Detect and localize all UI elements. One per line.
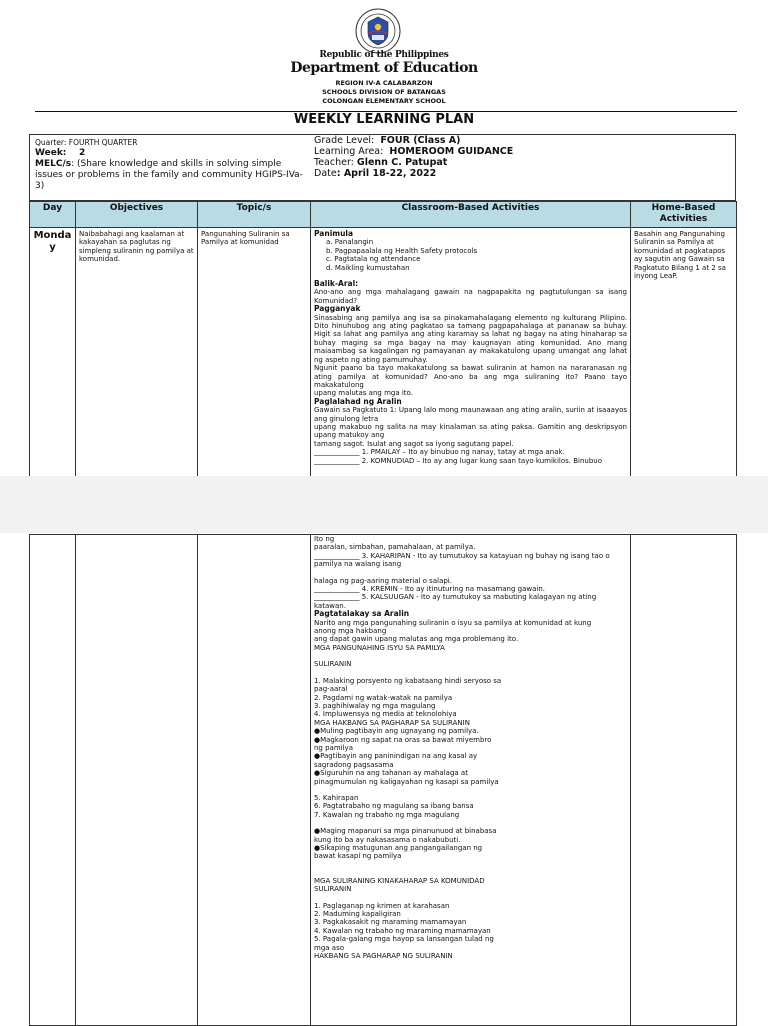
region-heading: REGION IV-A CALABARZON bbox=[335, 79, 433, 87]
teacher-value: Glenn C. Patupat bbox=[356, 157, 448, 168]
activity-line: paaralan, simbahan, pamahalaan, at pamilya. bbox=[314, 543, 476, 552]
exercise-item: _____________ 1. PMAILAY – Ito ay binubuo ng nanay, tatay at mga anak. bbox=[314, 448, 565, 457]
school-heading: COLONGAN ELEMENTARY SCHOOL bbox=[322, 97, 446, 105]
quarter-label: Quarter: bbox=[35, 138, 67, 147]
discussion-line: bawat kasapi ng pamilya bbox=[314, 852, 402, 861]
info-left bbox=[35, 137, 310, 192]
objectives-cell-continued bbox=[76, 535, 198, 1026]
discussion-line: 1. Paglaganap ng krimen at karahasan bbox=[314, 901, 450, 910]
spacer-line bbox=[314, 669, 627, 677]
date-label: Date bbox=[314, 168, 337, 179]
pagganyak-text: upang malutas ang mga ito. bbox=[314, 389, 413, 398]
activity-line: _____________ 3. KAHARIPAN - Ito ay tumutukoy sa katayuan ng buhay ng isang tao o bbox=[314, 551, 610, 560]
page-1 bbox=[0, 0, 768, 476]
panimula-item: a. Panalangin bbox=[326, 238, 374, 247]
discussion-line: 2. Pagdami ng watak-watak na pamilya bbox=[314, 693, 453, 702]
paglalahad-heading: Paglalahad ng Aralin bbox=[314, 396, 402, 406]
discussion-line: anong mga hakbang bbox=[314, 627, 387, 636]
date-value: : April 18-22, 2022 bbox=[336, 168, 437, 179]
balik-aral-heading: Balik-Aral: bbox=[314, 279, 359, 289]
col-classroom: Classroom-Based Activities bbox=[311, 202, 631, 228]
discussion-line: 3. Pagkakasakit ng maraming mamamayan bbox=[314, 918, 467, 927]
spacer-line bbox=[314, 869, 627, 877]
spacer-line bbox=[314, 786, 627, 794]
paglalahad-text: tamang sagot. Isulat ang sagot sa iyong sagutang papel. bbox=[314, 439, 514, 448]
objectives-cell: Naibabahagi ang kaalaman at kakayahan sa paglutas ng simpleng suliranin ng pamilya at komunidad. bbox=[76, 228, 198, 478]
discussion-line: ●Siguruhin na ang tahanan ay mahalaga at bbox=[314, 769, 468, 778]
discussion-line: ●Maging mapanuri sa mga pinanunuod at binabasa bbox=[314, 827, 497, 836]
pagganyak-text: Ngunit paano ba tayo makakatulong sa bawat suliranin at hamon na nararanasan ng ating pamilya at komunidad? Ano-ano ba ang mga suliraning ito? Paano tayo makakatulong bbox=[314, 364, 627, 389]
plan-table-continued bbox=[29, 534, 737, 1026]
week-value: 2 bbox=[78, 148, 86, 158]
discussion-line: Narito ang mga pangunahing suliranin o isyu sa pamilya at komunidad at kung bbox=[314, 618, 592, 627]
discussion-lines bbox=[314, 619, 627, 961]
spacer-line bbox=[314, 861, 627, 869]
balik-aral-text: Ano-ano ang mga mahalagang gawain na nagpapakita ng pagtutulungan sa isang Komunidad? bbox=[314, 288, 627, 305]
discussion-line: 1. Malaking porsyento ng kabataang hindi seryoso sa bbox=[314, 676, 502, 685]
page-gap bbox=[0, 476, 768, 533]
quarter-value: FOURTH QUARTER bbox=[68, 138, 138, 147]
discussion-line: 5. Kahirapan bbox=[314, 793, 359, 802]
grade-value: FOUR (Class A) bbox=[380, 135, 461, 146]
col-home: Home-Based Activities bbox=[631, 202, 737, 228]
discussion-line: HAKBANG SA PAGHARAP NG SULIRANIN bbox=[314, 952, 453, 961]
plan-title: WEEKLY LEARNING PLAN bbox=[293, 112, 475, 127]
topic-cell: Pangunahing Suliranin sa Pamilya at komunidad bbox=[198, 228, 311, 478]
discussion-line: ng pamilya bbox=[314, 743, 353, 752]
discussion-line: ang dapat gawin upang malutas ang mga problemang ito. bbox=[314, 635, 519, 644]
plan-table bbox=[29, 201, 737, 478]
pagganyak-text: Sinasabing ang pamilya ang isa sa pinakamahalagang elemento ng kulturang Pilipino. Dito hinuhubog ang ating pagkatao sa tamang pagpapahalaga at pananaw sa buhay. Higit sa lahat ang pamilya ang ating karamay sa lahat ng bagay na ating hinaharap sa buhay maging sa mga bagay na may kaugnayan ating komunidad. Ano mang maiaambag sa kagalingan ng pamayanan ay makakatulong upang umangat ang lahat ng aspeto ng ating pamumuhay. bbox=[314, 313, 627, 364]
discussion-line: 2. Maduming kapaligiran bbox=[314, 910, 401, 919]
panimula-item: b. Pagpapaalala ng Health Safety protocols bbox=[326, 246, 478, 255]
discussion-line: 5. Pagala-galang mga hayop sa lansangan tulad ng bbox=[314, 935, 494, 944]
activity-line: _____________ 4. KREMIN - Ito ay itinuturing na masamang gawain. bbox=[314, 585, 545, 594]
classroom-activities-cell-continued bbox=[311, 535, 631, 1026]
activity-line: Ito ng bbox=[314, 535, 335, 543]
home-activities-cell-continued bbox=[631, 535, 737, 1026]
pagganyak-heading: Pagganyak bbox=[314, 304, 361, 314]
spacer-line bbox=[314, 652, 627, 660]
classroom-activities-cell bbox=[311, 228, 631, 478]
discussion-line: SULIRANIN bbox=[314, 885, 352, 894]
day-cell: Monday bbox=[30, 228, 76, 478]
week-label: Week: bbox=[35, 148, 67, 158]
panimula-item: d. Maikling kumustahan bbox=[326, 263, 410, 272]
discussion-line: pinagmumulan ng kaligayahan ng kasapi sa pamilya bbox=[314, 777, 499, 786]
activity-line: halaga ng pag-aaring material o salapi. bbox=[314, 576, 452, 585]
panimula-heading: Panimula bbox=[314, 230, 354, 238]
discussion-line: kung ito ba ay nakasasama o nakabubuti. bbox=[314, 835, 461, 844]
plan-info-box bbox=[29, 134, 736, 201]
col-topics: Topic/s bbox=[198, 202, 311, 228]
discussion-line: ●Sikaping matugunan ang pangangailangan ng bbox=[314, 844, 483, 852]
deped-seal-logo bbox=[355, 8, 401, 54]
topic-cell-continued bbox=[198, 535, 311, 1026]
discussion-line: ●Magkaroon ng sapat na oras sa bawat miyembro bbox=[314, 735, 492, 744]
discussion-line: MGA SULIRANING KINAKAHARAP SA KOMUNIDAD bbox=[314, 876, 485, 885]
col-day: Day bbox=[30, 202, 76, 228]
activity-line: _____________ 5. KALSUUGAN - Ito ay tumutukoy sa mabuting kalagayan ng ating bbox=[314, 593, 597, 602]
discussion-line: 6. Pagtatrabaho ng magulang sa ibang bansa bbox=[314, 802, 474, 811]
pagtatalakay-heading: Pagtatalakay sa Aralin bbox=[314, 609, 410, 619]
paglalahad-text: upang makabuo ng salita na may kinalaman sa ating paksa. Gamitin ang deskripsyon upang matukoy ang bbox=[314, 422, 627, 440]
discussion-line: ●Pagtibayin ang paninindigan na ang kasal ay bbox=[314, 752, 478, 761]
melc-label: MELC/s bbox=[35, 159, 72, 169]
department-heading: Department of Education bbox=[290, 60, 478, 76]
spacer-line bbox=[314, 819, 627, 827]
area-label: Learning Area: bbox=[314, 146, 384, 157]
teacher-label: Teacher: bbox=[314, 157, 354, 168]
home-activities-cell: Basahin ang Pangunahing Suliranin sa Pamilya at komunidad at pagkatapos ay sagutin ang Gawain sa Pagkatuto Bilang 1 at 2 sa inyong LeaP. bbox=[631, 228, 737, 478]
area-value: HOMEROOM GUIDANCE bbox=[389, 146, 514, 157]
republic-heading: Republic of the Philippines bbox=[319, 50, 449, 60]
division-heading: SCHOOLS DIVISION OF BATANGAS bbox=[322, 88, 446, 96]
discussion-line: 3. paghihiwalay ng mga magulang bbox=[314, 701, 436, 710]
grade-label: Grade Level: bbox=[314, 135, 375, 146]
discussion-line: ●Muling pagtibayin ang ugnayang ng pamilya. bbox=[314, 727, 479, 736]
col-objectives: Objectives bbox=[76, 202, 198, 228]
exercise-item: _____________ 2. KOMNUDIAD – Ito ay ang lugar kung saan tayo kumikilos. Binubuo bbox=[314, 456, 603, 465]
discussion-line: sagradong pagsasama bbox=[314, 760, 394, 769]
discussion-line: MGA HAKBANG SA PAGHARAP SA SULIRANIN bbox=[314, 718, 470, 727]
discussion-line: 7. Kawalan ng trabaho ng mga magulang bbox=[314, 810, 460, 819]
discussion-line: MGA PANGUNAHING ISYU SA PAMILYA bbox=[314, 643, 445, 652]
discussion-line: 4. Kawalan ng trabaho ng maraming mamamayan bbox=[314, 926, 491, 935]
day-cell-continued bbox=[30, 535, 76, 1026]
info-right bbox=[314, 135, 734, 179]
discussion-line: mga aso bbox=[314, 943, 344, 952]
discussion-line: pag-aaral bbox=[314, 685, 348, 694]
panimula-item: c. Pagtatala ng attendance bbox=[326, 255, 421, 264]
discussion-line: 4. Impluwensya ng media at teknolohiya bbox=[314, 710, 457, 719]
melc-value: : (Share knowledge and skills in solving simple issues or problems in the family and community HGIPS-IVa-3) bbox=[35, 159, 303, 191]
spacer-line bbox=[314, 894, 627, 902]
paglalahad-text: Gawain sa Pagkatuto 1: Upang lalo mong maunawaan ang ating aralin, suriin at isaaayos ang ginulong letra bbox=[314, 406, 627, 423]
discussion-line: SULIRANIN bbox=[314, 660, 352, 669]
activity-line: katawan. bbox=[314, 601, 346, 610]
activity-line: pamilya na walang isang bbox=[314, 560, 402, 569]
